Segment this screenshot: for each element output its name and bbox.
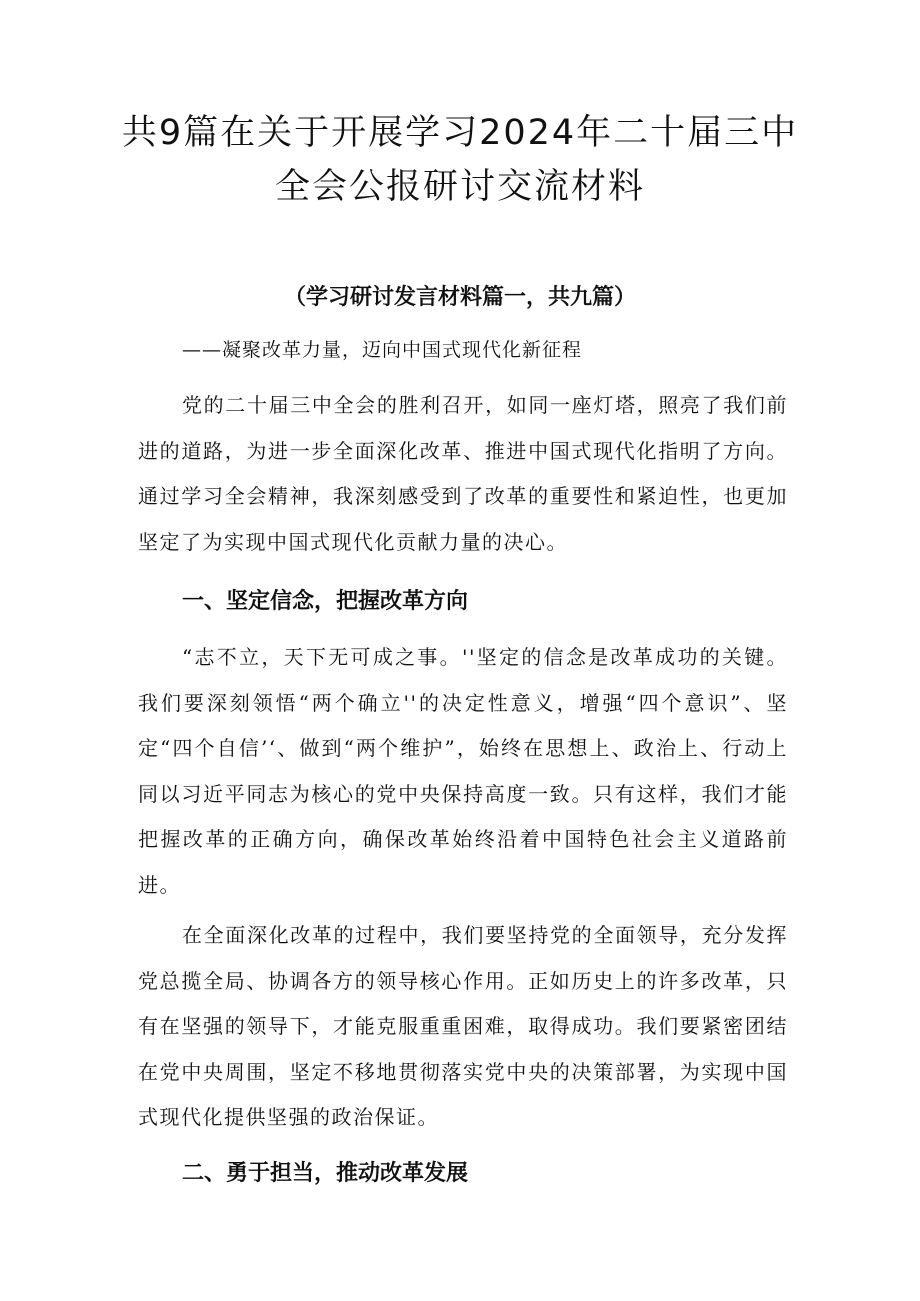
intro-paragraph: 党的二十届三中全会的胜利召开，如同一座灯塔，照亮了我们前进的道路，为进一步全面深化改革、推进中国式现代化指明了方向。通过学习全会精神，我深刻感受到了改革的重要性和紧迫性，也更加坚定了为实现中国式现代化贡献力量的决心。 bbox=[138, 393, 788, 554]
body-paragraph-1: “志不立，天下无可成之事。''坚定的信念是改革成功的关键。我们要深刻领悟“两个确立''的决定性意义，增强“四个意识”、坚定“四个自信’‘、做到“两个维护”，始终在思想上、政治上、行动上同以习近平同志为核心的党中央保持高度一致。只有这样，我们才能把握改革的正确方向，确保改革始终沿着中国特色社会主义道路前进。 bbox=[138, 645, 788, 897]
document-title-line1: 共9篇在关于开展学习2024年二十届三中 bbox=[121, 113, 799, 153]
document-title-line2: 全会公报研讨交流材料 bbox=[274, 167, 645, 207]
body-paragraph-2: 在全面深化改革的过程中，我们要坚持党的全面领导，充分发挥党总揽全局、协调各方的领导核心作用。正如历史上的许多改革，只有在坚强的领导下，才能克服重重困难，取得成功。我们要紧密团结在党中央周围，坚定不移地贯彻落实党中央的决策部署，为实现中国式现代化提供坚强的政治保证。 bbox=[138, 923, 788, 1130]
article-subheading: （学习研讨发言材料篇一，共九篇） bbox=[283, 285, 636, 310]
article-subtitle: ——凝聚改革力量，迈向中国式现代化新征程 bbox=[182, 339, 583, 361]
section-heading-2: 二、勇于担当，推动改革发展 bbox=[182, 1161, 469, 1186]
section-heading-1: 一、坚定信念，把握改革方向 bbox=[182, 589, 469, 614]
